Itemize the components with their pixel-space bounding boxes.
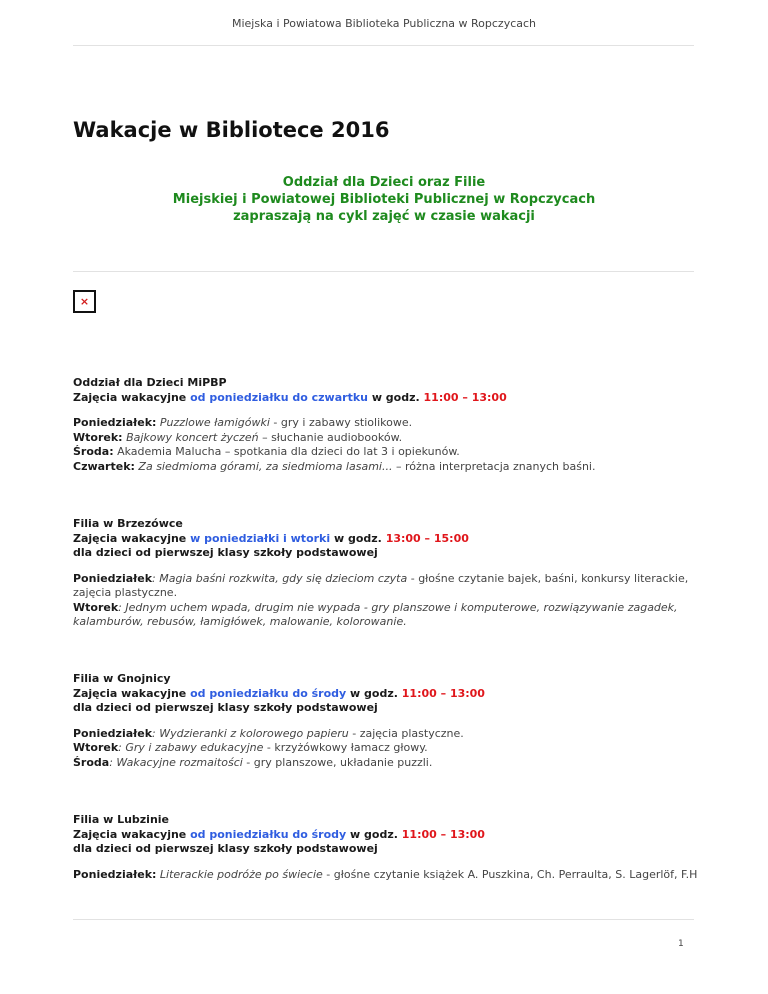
section-name: Oddział dla Dzieci MiPBP — [73, 376, 227, 389]
activity-item: Poniedziałek: Wydzieranki z kolorowego papieru - zajęcia plastyczne. — [73, 726, 464, 740]
activity-item: Czwartek: Za siedmioma górami, za siedmioma lasami... – różna interpretacja znanych baśni. — [73, 459, 596, 473]
section-name: Filia w Gnojnicy — [73, 672, 171, 685]
intro-line-2: Miejskiej i Powiatowej Biblioteki Publicznej w Ropczycach — [172, 192, 596, 207]
section-schedule: Zajęcia wakacyjne od poniedziałku do czwartku w godz. 11:00 – 13:00 — [73, 390, 507, 404]
activity-item: Poniedziałek: Puzzlowe łamigówki - gry i zabawy stiolikowe. — [73, 416, 413, 429]
image-placeholder-mark: × — [79, 295, 90, 308]
section-oddzial-dla-dzieci — [73, 376, 703, 474]
intro-line-3: zapraszają na cykl zajęć w czasie wakacji — [233, 209, 535, 224]
intro-divider — [73, 271, 694, 272]
section-schedule: Zajęcia wakacyjne od poniedziałku do środy w godz. 11:00 – 13:00 — [73, 827, 485, 841]
page-number: 1 — [678, 939, 684, 949]
activity-item: Środa: Wakacyjne rozmaitości - gry planszowe, układanie puzzli. — [73, 755, 433, 769]
section-name: Filia w Brzezówce — [73, 517, 183, 530]
footer-divider — [73, 919, 694, 920]
activity-item: Wtorek: Jednym uchem wpada, drugim nie wypada - gry planszowe i komputerowe, rozwiązywanie zagadek, kalamburów, rebusów, łamigłówek, malowanie, kolorowanie. — [73, 600, 678, 628]
intro-block — [0, 174, 768, 225]
broken-image-icon — [73, 290, 96, 313]
section-audience: dla dzieci od pierwszej klasy szkoły podstawowej — [73, 546, 378, 559]
section-filia-lubzina — [73, 813, 703, 882]
section-schedule: Zajęcia wakacyjne w poniedziałki i wtorki w godz. 13:00 – 15:00 — [73, 531, 469, 545]
section-audience: dla dzieci od pierwszej klasy szkoły podstawowej — [73, 701, 378, 714]
section-filia-gnojnica — [73, 672, 703, 770]
section-schedule: Zajęcia wakacyjne od poniedziałku do środy w godz. 11:00 – 13:00 — [73, 686, 485, 700]
header-divider — [73, 45, 694, 46]
activity-item: Poniedziałek: Magia baśni rozkwita, gdy się dzieciom czyta - głośne czytanie bajek, baśni, konkursy literackie, zajęcia plastyczne. — [73, 571, 689, 599]
activity-item: Wtorek: Gry i zabawy edukacyjne - krzyżówkowy łamacz głowy. — [73, 741, 428, 754]
section-name: Filia w Lubzinie — [73, 813, 170, 826]
section-audience: dla dzieci od pierwszej klasy szkoły podstawowej — [73, 842, 378, 855]
page-title: Wakacje w Bibliotece 2016 — [73, 118, 390, 142]
intro-line-1: Oddział dla Dzieci oraz Filie — [282, 175, 486, 190]
activity-item: Poniedziałek: Literackie podróże po świecie - głośne czytanie książek A. Puszkina, Ch. Perraulta, S. Lagerlöf, F.H — [73, 867, 698, 881]
running-header: Miejska i Powiatowa Biblioteka Publiczna w Ropczycach — [231, 17, 537, 30]
section-filia-brzezowka — [73, 517, 703, 630]
activity-item: Wtorek: Bajkowy koncert życzeń – słuchanie audiobooków. — [73, 430, 403, 444]
activity-item: Środa: Akademia Malucha – spotkania dla dzieci do lat 3 i opiekunów. — [73, 445, 460, 458]
